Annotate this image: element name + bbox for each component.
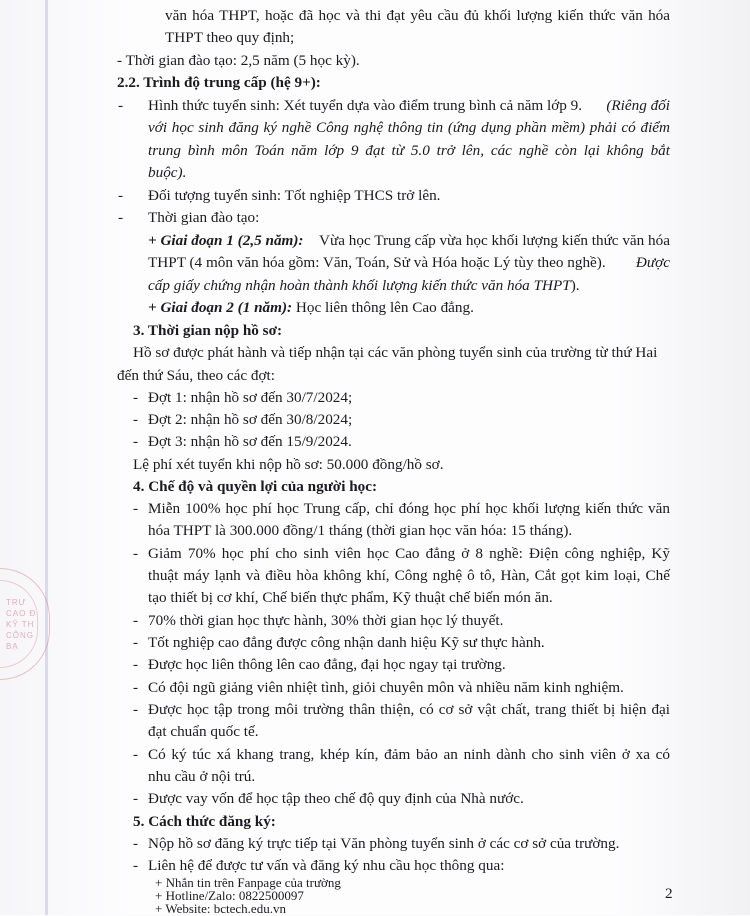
bullet-dash: - [133,790,139,807]
application-fee: Lệ phí xét tuyển khi nộp hồ sơ: 50.000 đồng/hồ sơ. [133,456,444,473]
bullet-dash: - [133,679,139,696]
benefit-5: Được học liên thông lên cao đẳng, đại học ngay tại trường. [148,656,506,673]
continuation-line-2: THPT theo quy định; [165,29,295,46]
bullet-dash: - [133,634,139,651]
stamp-text [6,597,36,652]
bullet-dash: - [133,545,139,562]
contact-fanpage: + Nhắn tin trên Fanpage của trường [155,875,341,890]
benefit-1-line-2: hóa THPT là 300.000 đồng/1 tháng (thời gian học văn hóa: 15 tháng). [148,522,573,539]
register-contact: Liên hệ để được tư vấn và đăng ký nhu cầu học thông qua: [148,857,505,874]
benefit-8-line-2: nhu cầu ở nội trú. [148,768,256,785]
section-5-heading: 5. Cách thức đăng ký: [133,813,276,830]
phase-2-text: Học liên thông lên Cao đẳng. [295,299,474,316]
phase-1-subjects: THPT (4 môn văn hóa gồm: Văn, Toán, Sử và Hóa hoặc Lý tùy theo nghề). [148,254,606,271]
phase-1-cert-end: ). [570,277,580,294]
page-number: 2 [665,885,673,902]
benefit-8-line-1: Có ký túc xá khang trang, khép kín, đảm bảo an ninh dành cho sinh viên ở xa có [148,746,670,763]
bullet-dash: - [133,835,139,852]
benefit-2-line-3: tạo thiết bị cơ khí, Chế biến thực phẩm, Kỹ thuật chế biến món ăn. [148,589,553,606]
section-2-2-heading: 2.2. Trình độ trung cấp (hệ 9+): [117,74,321,91]
stamp-text-line: TRƯ [6,598,27,607]
phase-2-label: + Giai đoạn 2 (1 năm): [148,299,293,316]
benefit-3: 70% thời gian học thực hành, 30% thời gian học lý thuyết. [148,612,504,629]
round-3: Đợt 3: nhận hồ sơ đến 15/9/2024. [148,433,352,450]
bullet-dash: - [118,187,124,204]
benefit-1-line-1: Miễn 100% học phí học Trung cấp, chỉ đóng học phí học khối lượng kiến thức văn [148,500,670,517]
bullet-dash: - [133,612,139,629]
phase-1-text: Vừa học Trung cấp vừa học khối lượng kiến thức văn hóa [319,232,670,249]
phase-1-line-3 [148,276,670,296]
phase-1-cert-start: Được [635,254,670,271]
contact-hotline: + Hotline/Zalo: 0822500097 [155,888,304,903]
bullet-dash: - [133,389,139,406]
bullet-dash: - [118,97,124,114]
section-3-intro-line-1: Hồ sơ được phát hành và tiếp nhận tại các văn phòng tuyển sinh của trường từ thứ Hai [133,344,658,361]
register-in-person: Nộp hồ sơ đăng ký trực tiếp tại Văn phòng tuyển sinh ở các cơ sở của trường. [148,835,620,852]
stamp-text-line: BẠ [6,642,19,651]
scan-margin-line [45,0,48,915]
benefit-2-line-1: Giảm 70% học phí cho sinh viên học Cao đẳng ở 8 nghề: Điện công nghiệp, Kỹ [148,545,670,562]
benefit-6: Có đội ngũ giảng viên nhiệt tình, giỏi chuyên môn và nhiều năm kinh nghiệm. [148,679,624,696]
bullet-dash: - [133,500,139,517]
bullet-dash: - [133,656,139,673]
bullet-dash: - [118,209,124,226]
benefit-4: Tốt nghiệp cao đẳng được công nhận danh hiệu Kỹ sư thực hành. [148,634,545,651]
benefit-9: Được vay vốn để học tập theo chế độ quy định của Nhà nước. [148,790,524,807]
target-students: Đối tượng tuyển sinh: Tốt nghiệp THCS trở lên. [148,187,441,204]
stamp-text-line: CÔNG [6,631,34,640]
benefit-7-line-2: đạt chuẩn quốc tế. [148,723,259,740]
bullet-dash: - [133,857,139,874]
admission-form-line-2: với học sinh đăng ký nghề Công nghệ thông tin (ứng dụng phần mềm) phải có điểm [148,119,670,136]
bullet-dash: - [133,411,139,428]
admission-form-line-4: buộc). [148,164,187,181]
section-4-heading: 4. Chế độ và quyền lợi của người học: [133,478,378,495]
section-3-heading: 3. Thời gian nộp hồ sơ: [133,322,283,339]
contact-website: + Website: bctech.edu.vn [155,901,286,916]
phase-1-line-2 [148,253,670,273]
round-2: Đợt 2: nhận hồ sơ đến 30/8/2024; [148,411,353,428]
training-duration: Thời gian đào tạo: [148,209,260,226]
admission-form-line-3: trung bình môn Toán năm lớp 9 đạt từ 5.0 trở lên, các nghề còn lại không bắt [148,142,670,159]
continuation-line-1: văn hóa THPT, hoặc đã học và thi đạt yêu cầu đủ khối lượng kiến thức văn hóa [165,7,670,24]
stamp-text-line: KỸ TH [6,620,35,629]
bullet-dash: - [133,746,139,763]
stamp-text-line: CAO Đ [6,609,37,618]
bullet-dash: - [133,433,139,450]
phase-1-label: + Giai đoạn 1 (2,5 năm): [148,232,304,249]
round-1: Đợt 1: nhận hồ sơ đến 30/7/2024; [148,389,353,406]
benefit-2-line-2: thuật máy lạnh và điều hòa không khí, Công nghệ ô tô, Hàn, Cắt gọt kim loại, Chế [148,567,670,584]
bullet-dash: - [133,701,139,718]
admission-form-note: (Riêng đối [606,97,670,114]
phase-1-cert: cấp giấy chứng nhận hoàn thành khối lượng kiến thức văn hóa THPT [148,277,571,294]
training-time-college: - Thời gian đào tạo: 2,5 năm (5 học kỳ). [117,52,360,69]
phase-1-line-1 [148,231,670,251]
admission-form-text: Hình thức tuyển sinh: Xét tuyển dựa vào điểm trung bình cả năm lớp 9. [148,97,583,114]
benefit-7-line-1: Được học tập trong môi trường thân thiện, có cơ sở vật chất, trang thiết bị hiện đại [148,701,670,718]
phase-2-line [148,298,670,318]
admission-form-line-1 [148,96,670,116]
section-3-intro-line-2: đến thứ Sáu, theo các đợt: [117,367,275,384]
